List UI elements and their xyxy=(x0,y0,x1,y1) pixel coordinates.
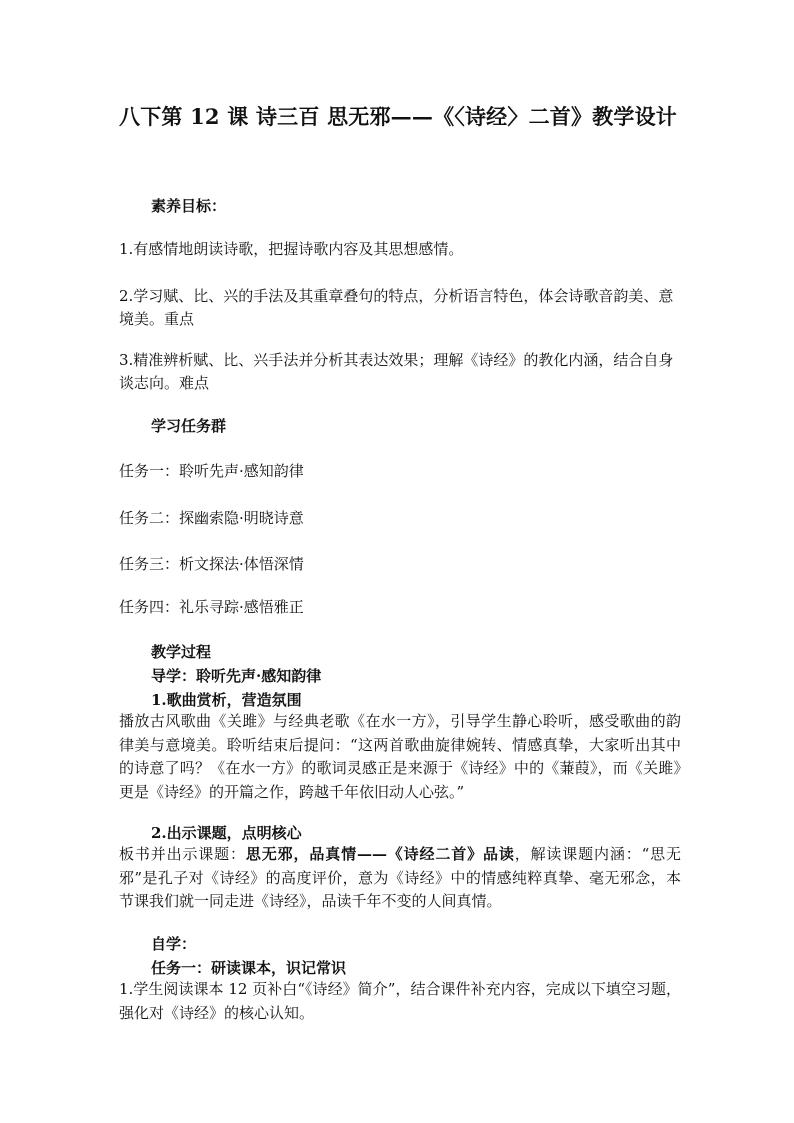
task-item-2: 任务二：探幽索隐·明晓诗意 xyxy=(119,509,304,527)
guide-heading: 导学：聆听先声·感知韵律 xyxy=(151,667,322,685)
goal-item-2: 2.学习赋、比、兴的手法及其重章叠句的特点，分析语言特色，体会诗歌音韵美、意境美。重点 xyxy=(119,287,674,328)
task-item-1: 任务一：聆听先声·感知韵律 xyxy=(119,462,304,480)
goal-item-1: 1.有感情地朗读诗歌，把握诗歌内容及其思想感情。 xyxy=(119,240,464,258)
self-task-heading: 任务一：研读课本，识记常识 xyxy=(151,959,347,977)
goals-heading: 素养目标： xyxy=(151,197,227,215)
goal-item-3: 3.精准辨析赋、比、兴手法并分析其表达效果；理解《诗经》的教化内涵，结合自身谈志向。难点 xyxy=(119,351,674,392)
page-title: 八下第 12 课 诗三百 思无邪——《〈诗经〉二首》教学设计 xyxy=(119,104,677,129)
step2-heading: 2.出示课题，点明核心 xyxy=(151,824,302,842)
step1-paragraph: 播放古风歌曲《关雎》与经典老歌《在水一方》，引导学生静心聆听，感受歌曲的韵律美与意境美。聆听结束后提问：“这两首歌曲旋律婉转、情感真挚，大家听出其中的诗意了吗？《在水一方》的歌词灵感正是来源于《诗经》中的《蒹葭》，而《关雎》更是《诗经》的开篇之作，跨越千年依旧动人心弦。” xyxy=(119,712,681,801)
step1-heading: 1.歌曲赏析，营造氛围 xyxy=(151,691,302,709)
step2-paragraph xyxy=(119,843,681,914)
self-study-heading: 自学： xyxy=(151,935,197,953)
tasks-heading: 学习任务群 xyxy=(151,417,227,435)
process-heading: 教学过程 xyxy=(151,643,212,661)
self-task-paragraph: 1.学生阅读课本 12 页补白“《诗经》简介”，结合课件补充内容，完成以下填空习题，强化对《诗经》的核心认知。 xyxy=(119,980,681,1022)
step2-rest: ，解读课题内涵：“思无邪”是孔子对《诗经》的高度评价，意为《诗经》中的情感纯粹真挚、毫无邪念，本节课我们就一同走进《诗经》，品读千年不变的人间真情。 xyxy=(119,845,681,910)
task-item-4: 任务四：礼乐寻踪·感悟雅正 xyxy=(119,598,304,616)
step2-lead: 板书并出示课题： xyxy=(119,845,246,863)
step2-course-title: 思无邪，品真情——《诗经二首》品读 xyxy=(245,845,515,863)
task-item-3: 任务三：析文探法·体悟深情 xyxy=(119,555,304,573)
